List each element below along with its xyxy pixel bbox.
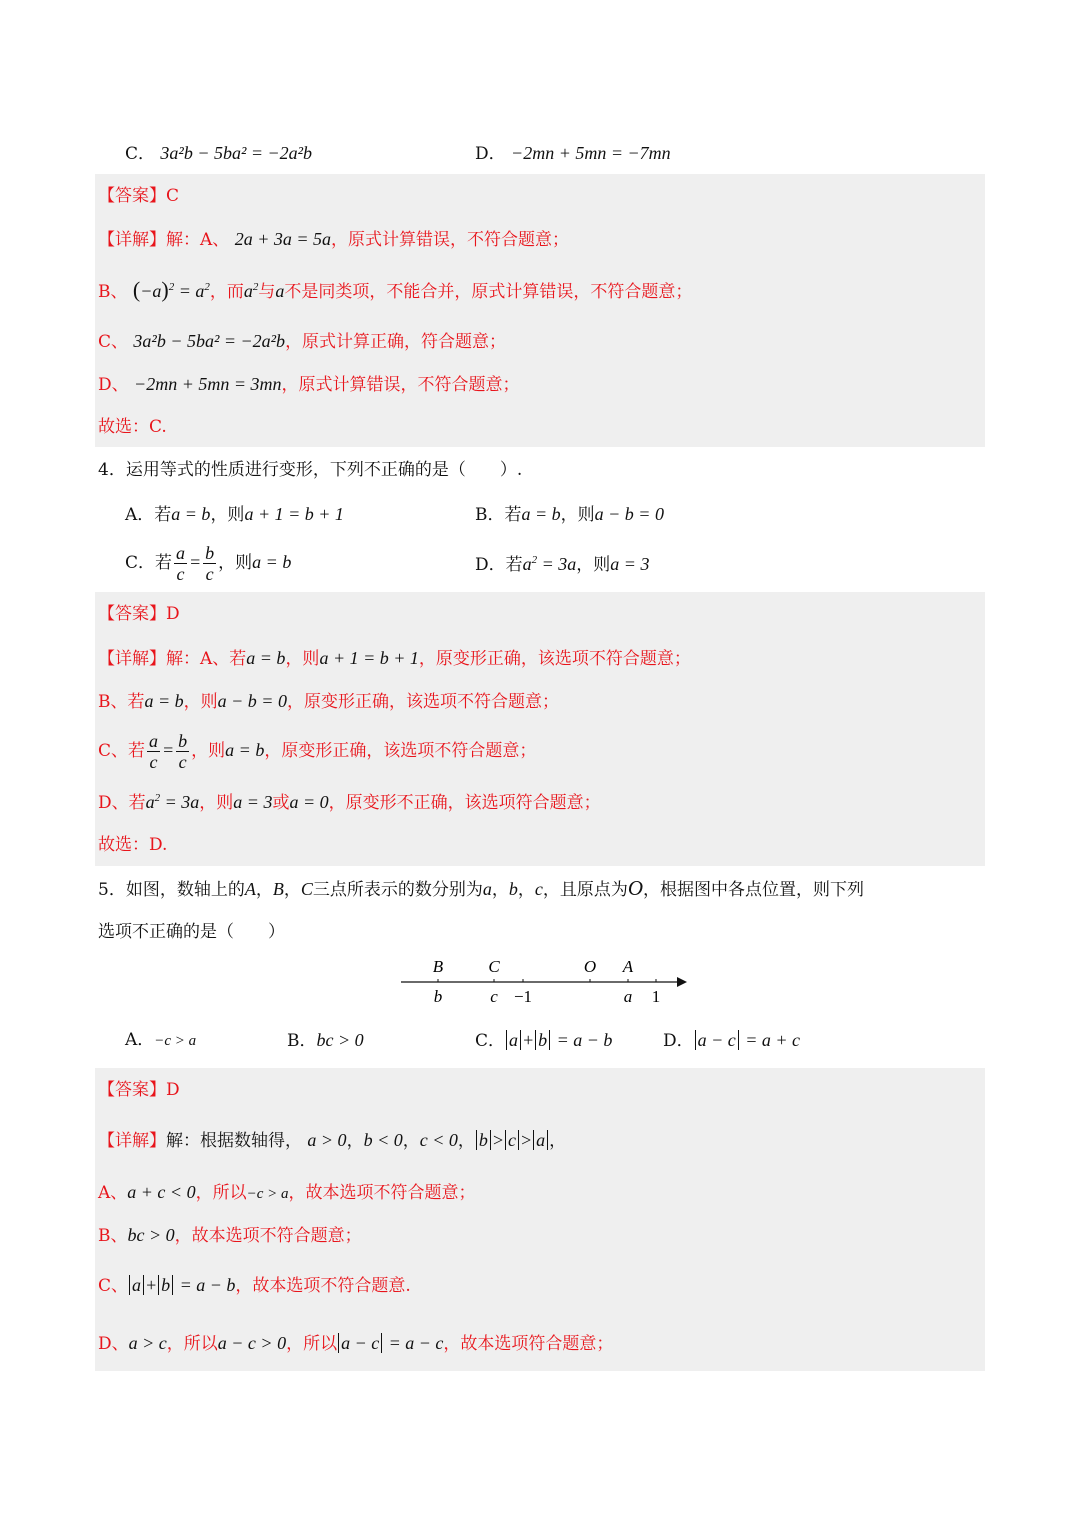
q4-option-c: C．若 $\frac{a}{c}$ = $\frac{b}{c}$ ，则a = b: [125, 543, 292, 585]
a4-line-c: C、若 $\frac{a}{c}$ = $\frac{b}{c}$ ，则a = b，原变形正确，该选项不符合题意；: [98, 731, 537, 773]
a5-line-b: B、bc > 0，故本选项不符合题意；: [98, 1225, 362, 1246]
label-point-a: A: [622, 957, 634, 976]
label-point-c: C: [488, 957, 500, 976]
q4-stem: 4．运用等式的性质进行变形，下列不正确的是（ ）.: [98, 460, 523, 480]
q5-option-a: A．−c > a: [125, 1030, 197, 1050]
a4-final: 故选：D.: [98, 835, 168, 855]
number-line-figure: [395, 950, 695, 1010]
a3-final: 故选：C.: [98, 417, 167, 437]
q4-option-b: B．若a = b，则a − b = 0: [475, 504, 664, 525]
label-point-b: B: [432, 957, 444, 976]
label-value-one: 1: [651, 987, 661, 1006]
q4-option-d: D．若$a^2 = 3a$，则a = 3: [475, 554, 650, 575]
a5-answer: 【答案】D: [98, 1080, 180, 1100]
a3-line-b: B、 $(-a)^2 = a^2$，而$a^2$与a不是同类项，不能合并，原式计算错误，不符合题意；: [98, 277, 693, 302]
q5-option-d: D． a − c = a + c: [663, 1030, 800, 1051]
a3-line-d: D、 −2mn + 5mn = 3mn，原式计算错误，不符合题意；: [98, 374, 520, 395]
label-point-o: O: [583, 957, 597, 976]
a4-line-b: B、若a = b，则a − b = 0，原变形正确，该选项不符合题意；: [98, 691, 559, 712]
number-line-arrow: [677, 977, 687, 987]
q5-stem-line2: 选项不正确的是（ ）: [98, 922, 285, 942]
a3-answer: 【答案】C: [98, 186, 180, 206]
answer-block-3: [95, 174, 985, 447]
label-value-a: a: [623, 987, 633, 1006]
q4-option-c-fraction: $\frac{a}{c}$ = $\frac{b}{c}$: [176, 543, 215, 585]
a5-line-a: A、a + c < 0，所以−c > a，故本选项不符合题意；: [98, 1182, 476, 1203]
answer-block-5: [95, 1068, 985, 1371]
label-value-b: b: [433, 987, 443, 1006]
a5-line-d: D、a > c，所以a − c > 0，所以 a − c = a − c，故本选项符合题意；: [98, 1333, 614, 1354]
label-value-minus-one: −1: [513, 987, 533, 1006]
q3-option-d-math: −2mn + 5mn = −7mn: [511, 143, 671, 163]
label-value-c: c: [490, 987, 498, 1006]
a5-detail: 【详解】解：根据数轴得， a > 0，b < 0，c < 0， b > c > a ，: [98, 1130, 567, 1151]
a3-line-c: C、 3a²b − 5ba² = −2a²b，原式计算正确，符合题意；: [98, 331, 507, 352]
a4-detail: 【详解】解：A、若a = b，则a + 1 = b + 1，原变形正确，该选项不符合题意；: [98, 648, 691, 669]
a3-detail: 【详解】解：A、 2a + 3a = 5a，原式计算错误，不符合题意；: [98, 229, 569, 250]
q4-option-a: A．若a = b，则a + 1 = b + 1: [125, 504, 344, 525]
a5-line-c: C、 a + b = a − b，故本选项不符合题意.: [98, 1275, 411, 1296]
q5-option-b: B．bc > 0: [287, 1030, 364, 1051]
a4-answer: 【答案】D: [98, 604, 180, 624]
q5-option-c: C． a + b = a − b: [475, 1030, 613, 1051]
q5-stem-line1: 5．如图，数轴上的A，B，C三点所表示的数分别为a，b，c，且原点为O，根据图中各点位置，则下列: [98, 876, 865, 900]
q3-option-d: D． −2mn + 5mn = −7mn: [475, 143, 671, 164]
q3-option-c: C． 3a²b − 5ba² = −2a²b: [125, 143, 313, 164]
a3-line-b-math: $(-a)^2 = a^2$: [132, 277, 210, 302]
q3-option-c-math: 3a²b − 5ba² = −2a²b: [160, 143, 313, 163]
a4-line-d: D、若$a^2 = 3a$，则a = 3或a = 0，原变形不正确，该选项符合题意；: [98, 792, 601, 813]
